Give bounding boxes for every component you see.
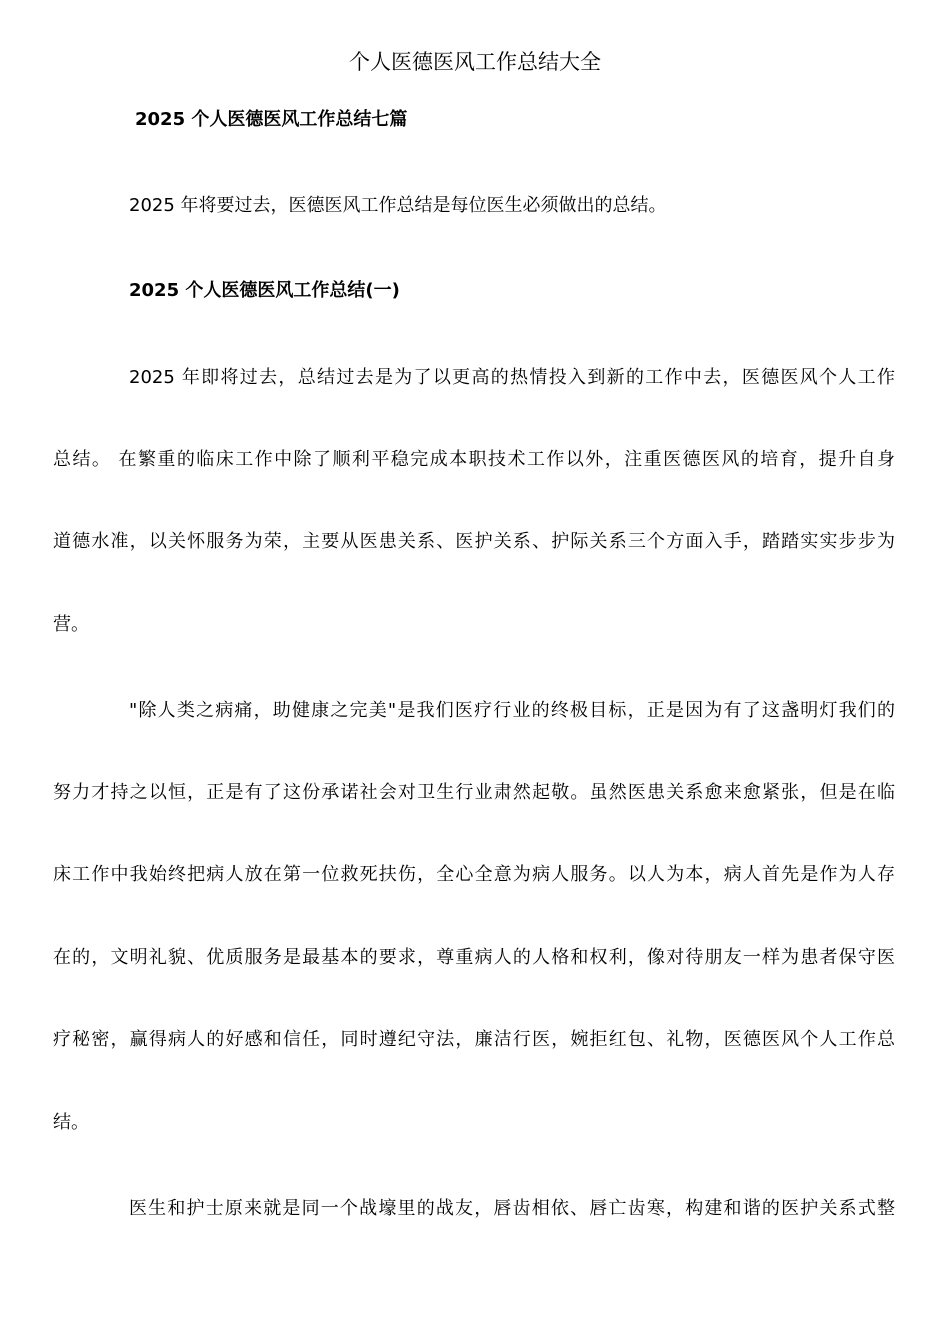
paragraph-2-line: 床工作中我始终把病人放在第一位救死扶伤，全心全意为病人服务。以人为本，病人首先是作为人存 xyxy=(53,864,895,885)
paragraph-3-line: 医生和护士原来就是同一个战壕里的战友，唇齿相依、唇亡齿寒，构建和谐的医护关系式整 xyxy=(129,1198,895,1219)
document-title: 个人医德医风工作总结大全 xyxy=(349,50,601,74)
paragraph-1-line: 营。 xyxy=(53,614,89,635)
paragraph-1-line: 总结。 在繁重的临床工作中除了顺利平稳完成本职技术工作以外，注重医德医风的培育，提升自身 xyxy=(53,449,895,470)
paragraph-2-line: "除人类之病痛，助健康之完美"是我们医疗行业的终极目标，正是因为有了这盏明灯我们的 xyxy=(129,700,895,721)
intro-paragraph: 2025 年将要过去，医德医风工作总结是每位医生必须做出的总结。 xyxy=(129,195,667,216)
paragraph-2-line: 在的，文明礼貌、优质服务是最基本的要求，尊重病人的人格和权利，像对待朋友一样为患者保守医 xyxy=(53,947,895,968)
paragraph-2-line: 疗秘密，赢得病人的好感和信任，同时遵纪守法，廉洁行医，婉拒红包、礼物，医德医风个人工作总 xyxy=(53,1029,895,1050)
document-subtitle: 2025 个人医德医风工作总结七篇 xyxy=(135,109,408,130)
section-heading: 2025 个人医德医风工作总结(一) xyxy=(129,280,400,301)
paragraph-2-line: 努力才持之以恒，正是有了这份承诺社会对卫生行业肃然起敬。虽然医患关系愈来愈紧张，但是在临 xyxy=(53,782,895,803)
paragraph-1-line: 道德水准，以关怀服务为荣，主要从医患关系、医护关系、护际关系三个方面入手，踏踏实实步步为 xyxy=(53,531,895,552)
paragraph-1-line: 2025 年即将过去，总结过去是为了以更高的热情投入到新的工作中去，医德医风个人工作 xyxy=(129,367,895,388)
paragraph-2-line: 结。 xyxy=(53,1112,89,1133)
